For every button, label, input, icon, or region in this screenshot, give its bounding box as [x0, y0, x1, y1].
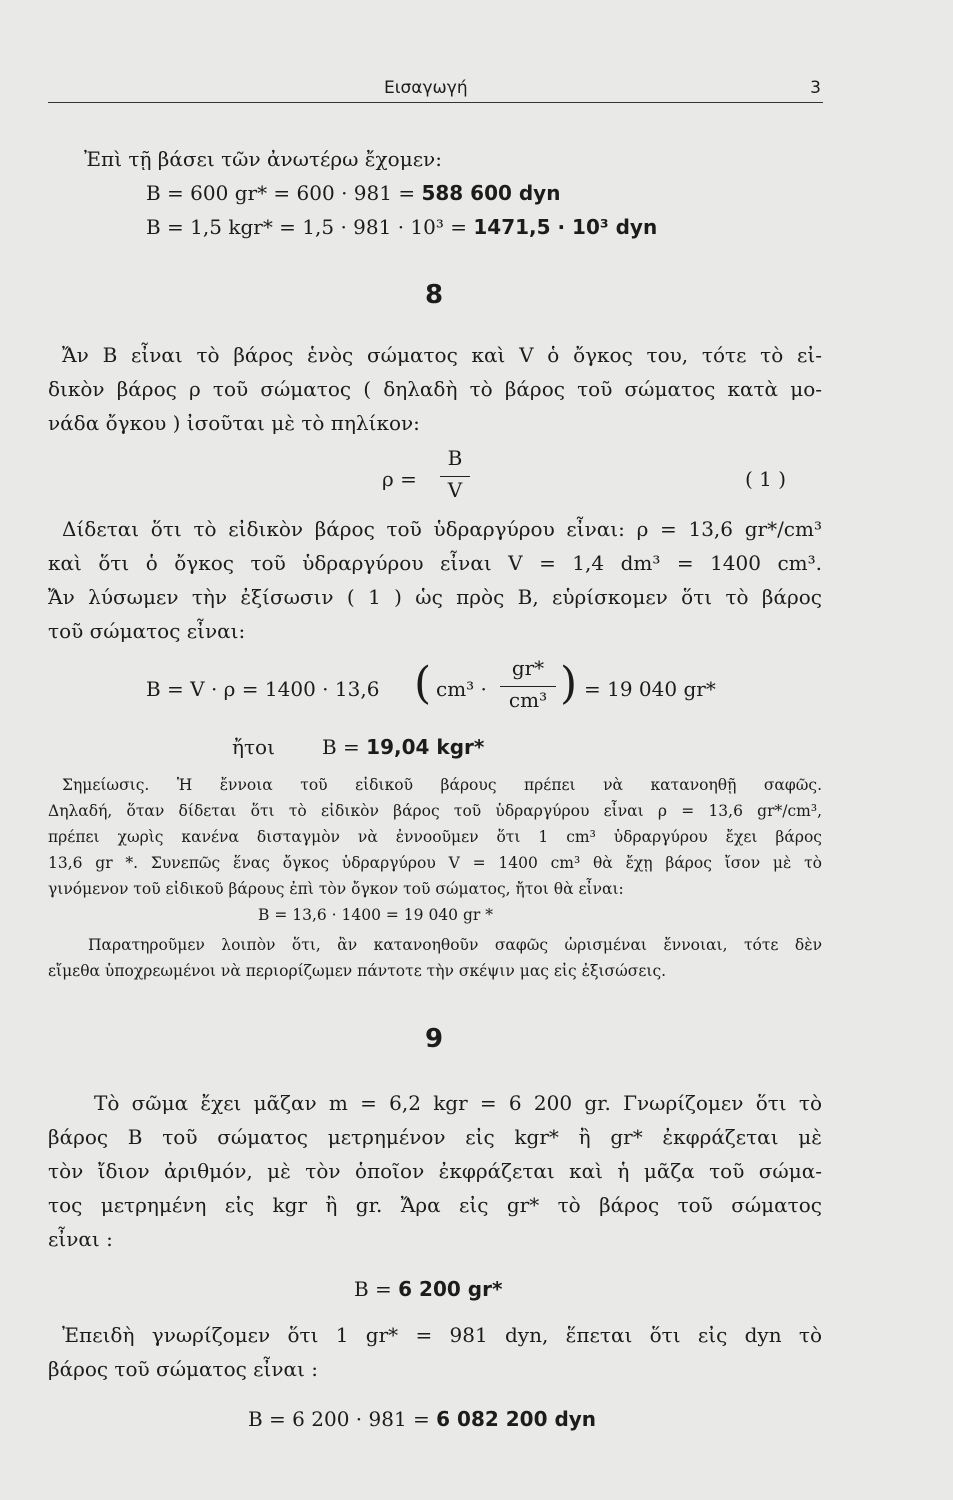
- note-equation: B = 13,6 · 1400 = 19 040 gr *: [258, 906, 493, 924]
- s8-paragraph-line: νάδα ὄγκου ) ἰσοῦται μὲ τὸ πηλίκον:: [48, 411, 420, 435]
- s8-paragraph-line: καὶ ὅτι ὁ ὄγκος τοῦ ὑδραργύρου εἶναι V = 1,4 dm³ = 1400 cm³.: [48, 551, 822, 575]
- s8-paragraph-line: Ἄν B εἶναι τὸ βάρος ἑνὸς σώματος καὶ V ὁ ὄγκος του, τότε τὸ εἰ-: [62, 343, 822, 367]
- s9-paragraph-line: βάρος B τοῦ σώματος μετρημένον εἰς kgr* ἢ gr* ἐκφράζεται μὲ: [48, 1125, 822, 1149]
- running-header: [48, 76, 823, 103]
- fraction-bar: [440, 476, 470, 477]
- calc-fraction-denominator: cm³: [508, 688, 548, 712]
- s8-paragraph-line: δικὸν βάρος ρ τοῦ σώματος ( δηλαδὴ τὸ βάρος τοῦ σώματος κατὰ μο-: [48, 377, 822, 401]
- density-formula-denominator: V: [447, 478, 463, 502]
- intro-equation-2-result: 1471,5 · 10³ dyn: [473, 215, 658, 239]
- note-line: Παρατηροῦμεν λοιπὸν ὅτι, ἂν κατανοηθοῦν σαφῶς ὡρισμέναι ἔννοιαι, τότε δὲν: [88, 936, 822, 954]
- s8-paragraph-line: Ἄν λύσωμεν τὴν ἐξίσωσιν ( 1 ) ὡς πρὸς B, εὑρίσκομεν ὅτι τὸ βάρος: [48, 585, 822, 609]
- note-line: Δηλαδή, ὅταν δίδεται ὅτι τὸ εἰδικὸν βάρος τοῦ ὑδραργύρου εἶναι ρ = 13,6 gr*/cm³,: [48, 802, 822, 820]
- s8-paragraph-line: Δίδεται ὅτι τὸ εἰδικὸν βάρος τοῦ ὑδραργύρου εἶναι: ρ = 13,6 gr*/cm³: [62, 517, 822, 541]
- result-value: 19,04 kgr*: [366, 735, 485, 759]
- fraction-bar: [500, 686, 556, 687]
- s9-paragraph-line: τος μετρημένη εἰς kgr ἢ gr. Ἄρα εἰς gr* τὸ βάρος τοῦ σώματος: [48, 1193, 822, 1217]
- s9-paragraph-line: εἶναι :: [48, 1227, 113, 1251]
- right-parenthesis: ): [560, 658, 578, 709]
- page-number: 3: [810, 78, 821, 98]
- intro-equation-1: B = 600 gr* = 600 · 981 = 588 600 dyn: [146, 181, 561, 205]
- s9-paragraph-line: Τὸ σῶμα ἔχει μᾶζαν m = 6,2 kgr = 6 200 gr. Γνωρίζομεν ὅτι τὸ: [94, 1091, 822, 1115]
- intro-equation-2: B = 1,5 kgr* = 1,5 · 981 · 10³ = 1471,5 · 10³ dyn: [146, 215, 658, 239]
- calc-unit: cm³ ·: [436, 677, 487, 701]
- weight-value-gr: 6 200 gr*: [398, 1277, 503, 1301]
- calc-rhs: = 19 040 gr*: [584, 677, 716, 701]
- result-equation: B = 19,04 kgr*: [322, 735, 485, 759]
- note-line: γινόμενον τοῦ εἰδικοῦ βάρους ἐπὶ τὸν ὄγκον τοῦ σώματος, ἤτοι θὰ εἶναι:: [48, 880, 624, 898]
- intro-equation-1-result: 588 600 dyn: [421, 181, 561, 205]
- weight-equation-gr: B = 6 200 gr*: [354, 1277, 503, 1301]
- note-line: 13,6 gr *. Συνεπῶς ἕνας ὄγκος ὑδραργύρου V = 1400 cm³ θὰ ἔχῃ βάρος ἴσον μὲ τὸ: [48, 854, 822, 872]
- result-word: ἤτοι: [232, 735, 275, 759]
- density-formula-numerator: B: [447, 446, 463, 470]
- section-8-heading: 8: [425, 280, 444, 310]
- weight-value-dyn: 6 082 200 dyn: [436, 1407, 597, 1431]
- s9-paragraph-line: Ἐπειδὴ γνωρίζομεν ὅτι 1 gr* = 981 dyn, ἕπεται ὅτι εἰς dyn τὸ: [62, 1323, 822, 1347]
- s8-paragraph-line: τοῦ σώματος εἶναι:: [48, 619, 246, 643]
- intro-line: Ἐπὶ τῇ βάσει τῶν ἀνωτέρω ἔχομεν:: [84, 147, 442, 171]
- weight-equation-dyn: B = 6 200 · 981 = 6 082 200 dyn: [248, 1407, 597, 1431]
- s9-paragraph-line: τὸν ἴδιον ἀριθμόν, μὲ τὸν ὁποῖον ἐκφράζεται καὶ ἡ μᾶζα τοῦ σώμα-: [48, 1159, 822, 1183]
- header-title: Εισαγωγή: [384, 78, 468, 98]
- s9-paragraph-line: βάρος τοῦ σώματος εἶναι :: [48, 1357, 318, 1381]
- left-parenthesis: (: [414, 658, 432, 709]
- section-9-heading: 9: [425, 1024, 444, 1054]
- calc-lhs: B = V · ρ = 1400 · 13,6: [146, 677, 380, 701]
- calc-fraction-numerator: gr*: [511, 656, 545, 680]
- density-formula-lhs: ρ =: [382, 467, 417, 491]
- note-line: εἴμεθα ὑποχρεωμένοι νὰ περιορίζωμεν πάντοτε τὴν σκέψιν μας εἰς ἐξισώσεις.: [48, 962, 667, 980]
- note-line: πρέπει χωρὶς κανένα δισταγμὸν νὰ ἐννοοῦμεν ὅτι 1 cm³ ὑδραργύρου ἔχει βάρος: [48, 828, 822, 846]
- equation-label: ( 1 ): [745, 467, 787, 491]
- note-line: Σημείωσις. Ἡ ἔννοια τοῦ εἰδικοῦ βάρους πρέπει νὰ κατανοηθῇ σαφῶς.: [62, 776, 822, 794]
